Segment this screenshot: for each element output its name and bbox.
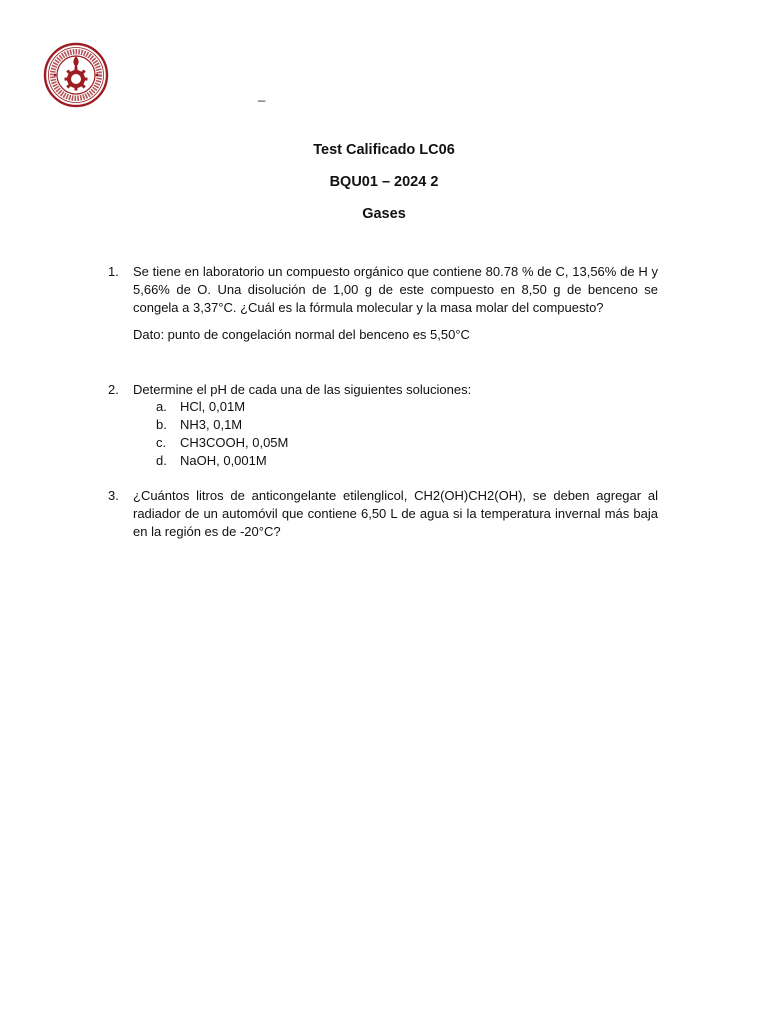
course-code-title: BQU01 – 2024 2	[329, 174, 439, 190]
question-2-item-a-letter: a.	[156, 399, 167, 414]
university-seal-logo	[43, 42, 109, 108]
question-2-number: 2.	[108, 382, 119, 397]
stray-mark: _	[258, 87, 266, 102]
test-title: Test Calificado LC06	[313, 142, 455, 158]
question-2-item-d-letter: d.	[156, 453, 167, 468]
question-2-item-a-text: HCl, 0,01M	[180, 399, 246, 414]
question-2-item-c-letter: c.	[156, 435, 167, 450]
question-2-item-b-text: NH3, 0,1M	[180, 417, 243, 432]
question-2-item-b-letter: b.	[156, 417, 167, 432]
question-1-statement: Se tiene en laboratorio un compuesto orgánico que contiene 80.78 % de C, 13,56% de H y 5,66% de O. Una disolución de 1,00 g de este compuesto en 8,50 g de benceno se congela a 3,37°C. ¿Cuál es la fórmula molecular y la masa molar del compuesto?	[133, 264, 658, 315]
question-2-item-d-text: NaOH, 0,001M	[180, 453, 267, 468]
question-1-data-note	[133, 326, 658, 344]
question-2-text	[133, 381, 658, 399]
question-1-data-text: Dato: punto de congelación normal del benceno es 5,50°C	[133, 327, 470, 342]
topic-title: Gases	[362, 206, 406, 222]
question-2-statement: Determine el pH de cada una de las siguientes soluciones:	[133, 382, 472, 397]
question-3-statement: ¿Cuántos litros de anticongelante etilenglicol, CH2(OH)CH2(OH), se deben agregar al radiador de un automóvil que contiene 6,50 L de agua si la temperatura invernal más baja en la región es de -20°C?	[133, 488, 658, 539]
question-2-item-c-text: CH3COOH, 0,05M	[180, 435, 289, 450]
question-3-number: 3.	[108, 488, 119, 503]
question-1-text	[133, 263, 658, 317]
question-1-number: 1.	[108, 264, 119, 279]
question-3-text	[133, 487, 658, 541]
